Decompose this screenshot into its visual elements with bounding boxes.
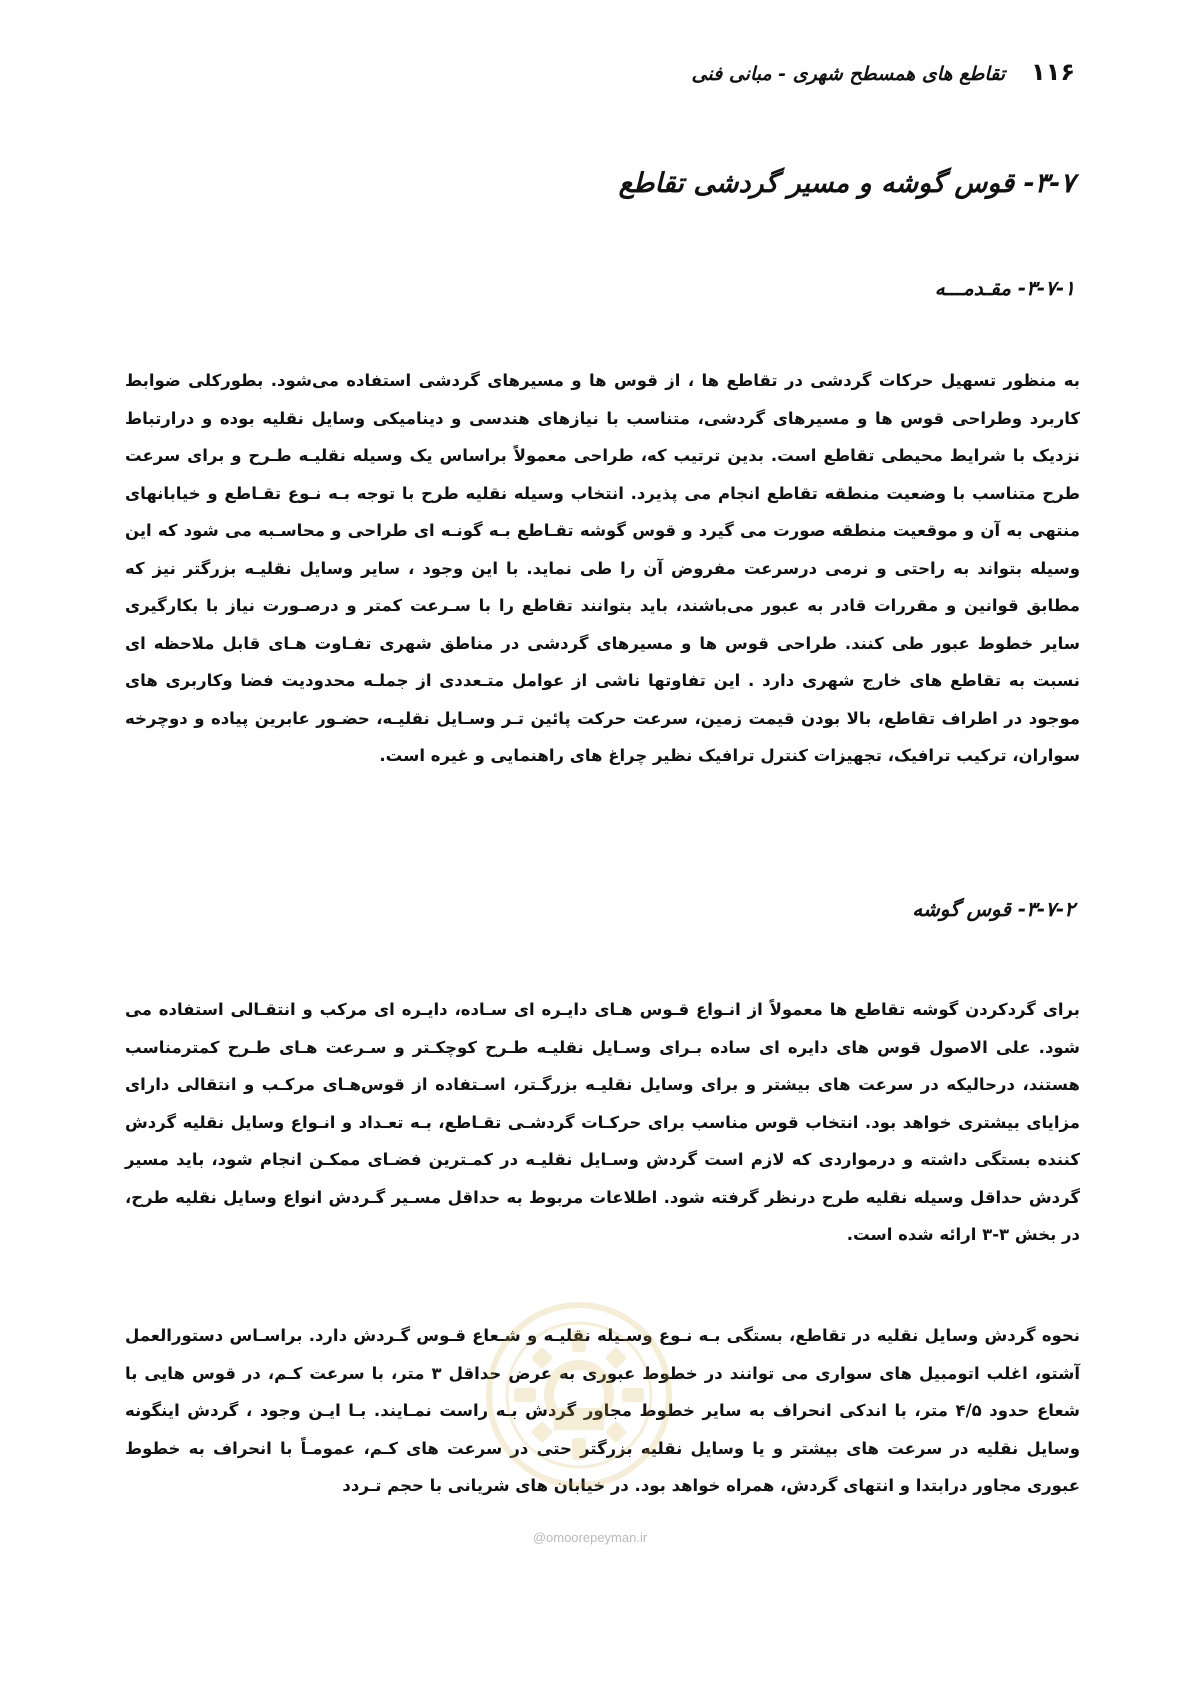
paragraph-introduction: به منظور تسهیل حرکات گردشی در تقاطع ها ، از قوس ها و مسیرهای گردشی استفاده می‌شود. بطورکلی ضوابط کاربرد وطراحی قوس ها و مسیرهای گردشی، متناسب با نیازهای هندسی و دینامیکی وسایل نقلیه بوده و درارتباط نزدیک با شرایط محیطی تقاطع است. بدین ترتیب که، طراحی معمولاً براساس یک وسیله نقلیـه طـرح و برای سرعت طرح متناسب با وضعیت منطقه تقاطع انجام می پذیرد. انتخاب وسیله نقلیه طرح با توجه بـه نـوع تقـاطع و خیابانهای منتهی به آن و موقعیت منطقه صورت می گیرد و قوس گوشه تقـاطع بـه گونـه ای طراحی و محاسـبه می شود که این وسیله بتواند به راحتی و نرمی درسرعت مفروض آن را طی نماید. با این وجود ، سایر وسایل نقلیـه بزرگتر نیز که مطابق قوانین و مقررات قادر به عبور می‌باشند، باید بتوانند تقاطع را با سـرعت کمتر و درصـورت نیاز با بکارگیری سایر خطوط عبور طی کنند. طراحی قوس ها و مسیرهای گردشی در مناطق شهری تفـاوت هـای قابل ملاحظه ای نسبت به تقاطع های خارج شهری دارد . این تفاوتها ناشی از عوامل متـعددی از جملـه محدودیت فضا وکاربری های موجود در اطراف تقاطع، بالا بودن قیمت زمین، سرعت حرکت پائین تـر وسـایل نقلیـه، حضـور عابرین پیاده و دوچرخه سواران، ترکیب ترافیک، تجهیزات کنترل ترافیک نظیر چراغ های راهنمایی و غیره است.: [125, 371, 1080, 765]
running-title: تقاطع های همسطح شهری - مبانی فنی: [691, 63, 1006, 85]
page-number: ۱۱۶: [1031, 58, 1075, 86]
subsection-heading-corner-curve: ۳-۷-۲- قوس گوشه: [912, 897, 1075, 921]
section-heading: ۳-۷- قوس گوشه و مسیر گردشی تقاطع: [618, 168, 1075, 199]
paragraph-corner-curve-2: نحوه گردش وسایل نقلیه در تقاطع، بستگی بـه نـوع وسـیله نقلیـه و شـعاع قـوس گـردش دارد. براسـاس دستورالعمل آشتو، اغلب اتومبیل های سواری می توانند در خطوط عبوری به عرض حداقل ۳ متر، با سرعت کـم، در قوس هایی با شعاع حدود ۴/۵ متر، با اندکی انحراف به سایر خطوط مجاور گردش بـه راست نمـایند. بـا ایـن وجود ، گردش اینگونه وسایل نقلیه در سرعت های بیشتر و یا وسایل نقلیه بزرگتر حتی در سرعت های کـم، عمومـاً با انحراف به خطوط عبوری مجاور درابتدا و انتهای گردش، همراه خواهد بود. در خیابان های شریانی با حجم تـردد: [125, 1326, 1080, 1495]
watermark-text: @omoorepeyman.ir: [532, 1530, 648, 1545]
paragraph-corner-curve-1: برای گردکردن گوشه تقاطع ها معمولاً از انـواع قـوس هـای دایـره ای سـاده، دایـره ای مرکب و انتقـالی استفاده می شود. علی الاصول قوس های دایره ای ساده بـرای وسـایل نقلیـه طـرح کوچکـتر و سـرعت هـای طـرح کمترمناسب هستند، درحالیکه در سرعت های بیشتر و برای وسایل نقلیـه بزرگـتر، اسـتفاده از قوس‌هـای مرکـب و انتقالی دارای مزایای بیشتری خواهد بود. انتخاب قوس مناسب برای حرکـات گردشـی تقـاطع، بـه تعـداد و انـواع وسایل نقلیه گردش کننده بستگی داشته و درمواردی که لازم است گردش وسـایل نقلیـه در کمـترین فضـای ممکـن انجام شود، باید مسیر گردش حداقل وسیله نقلیه طرح درنظر گرفته شود. اطلاعات مربوط به حداقل مسـیر گـردش انواع وسایل نقلیه طرح، در بخش ۳-۳ ارائه شده است.: [125, 1000, 1080, 1244]
running-header: [90, 58, 1075, 98]
subsection-heading-introduction: ۳-۷-۱- مقـدمـــه: [934, 276, 1075, 300]
